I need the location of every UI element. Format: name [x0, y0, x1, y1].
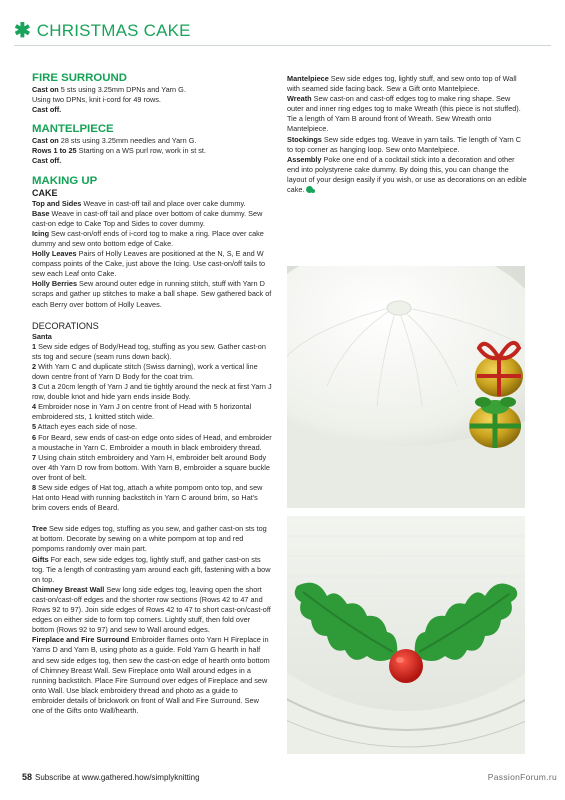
end-mark-dot-icon — [311, 189, 315, 193]
santa-subheading: Santa — [32, 331, 52, 341]
santa-step: 1 Sew side edges of Body/Head tog, stuffing as you sew. Gather cast-on sts tog and secure (seam runs down back). — [32, 341, 266, 361]
instruction-paragraph: Holly Leaves Pairs of Holly Leaves are positioned at the N, S, E and W compass points of the Cake, just above the Icing. Use cast-on/off tails to sew each Leaf onto Cake. — [32, 249, 266, 279]
cake-top-photo-illustration — [287, 266, 525, 508]
instruction-paragraph: Stockings Sew side edges tog. Weave in yarn tails. Tie length of Yarn C to top corner as hanging loop. Sew onto Mantelpiece. — [287, 134, 522, 154]
right-column — [287, 74, 527, 195]
left-column — [32, 72, 272, 716]
mantelpiece-heading: MANTELPIECE — [32, 123, 114, 136]
subscribe-link[interactable]: Subscribe at www.gathered.how/simplyknitting — [35, 773, 200, 782]
instruction-paragraph: Chimney Breast Wall Sew long side edges tog, leaving open the short cast-on/cast-off edges and the shorter row sections (Rows 42 to 47 and Rows 92 to 97). Join side edges of Rows 42 to 47 to short cast-on/cast-off edges on either side to form top corners. Lightly stuff, then fold over bottom (Rows 92 to 97) and sew to Wall around edges. — [32, 584, 271, 635]
instruction-paragraph: Icing Sew cast-on/off ends of i-cord tog to make a ring. Place over cake dummy and sew onto bottom edge of Cake. — [32, 228, 264, 248]
instruction-paragraph: Mantelpiece Sew side edges tog, lightly stuff, and sew onto top of Wall with seamed side facing back. Sew a Gift onto Mantelpiece. — [287, 74, 517, 94]
instruction-paragraph: Tree Sew side edges tog, stuffing as you sew, and gather cast-on sts tog at bottom. Decorate by sewing on a white pompom at top and red pompoms randomly over main part. — [32, 524, 267, 554]
fire-surround-heading: FIRE SURROUND — [32, 72, 127, 84]
page-footer — [22, 772, 200, 782]
santa-step: 2 With Yarn C and duplicate stitch (Swiss darning), work a vertical line down centre front of Yarn D Body for the coat trim. — [32, 361, 258, 381]
santa-step: 6 For Beard, sew ends of cast-on edge onto sides of Head, and embroider a moustache in Yarn C. Embroider a mouth in black embroidery thread. — [32, 432, 272, 452]
mantelpiece-line: Cast off. — [32, 156, 62, 166]
instruction-paragraph: Gifts For each, sew side edges tog, lightly stuff, and gather cast-on sts tog. Tie a length of contrasting yarn around each gift, fastening with a bow on top. — [32, 554, 271, 584]
header-divider — [14, 45, 551, 46]
instruction-paragraph: Wreath Sew cast-on and cast-off edges tog to make ring shape. Sew outer and inner ring edges tog to make Wreath (this piece is not stuffed). Tie a length of Yarn B around front of Wreath. Sew Wreath onto Mantelpiece. — [287, 94, 521, 134]
cake-top-photo — [287, 266, 525, 508]
fire-surround-line: Using two DPNs, knit i-cord for 49 rows. — [32, 95, 161, 105]
fire-surround-line: Cast off. — [32, 105, 62, 115]
santa-step: 5 Attach eyes each side of nose. — [32, 422, 138, 432]
decorations-heading: DECORATIONS — [32, 320, 99, 331]
santa-step: 4 Embroider nose in Yarn J on centre front of Head with 5 horizontal embroidered sts, 1 knitted stitch wide. — [32, 402, 252, 422]
mantelpiece-line: Cast on 28 sts using 3.25mm needles and Yarn G. — [32, 136, 197, 146]
holly-decoration-photo — [287, 516, 525, 754]
fire-surround-line: Cast on 5 sts using 3.25mm DPNs and Yarn G. — [32, 85, 186, 94]
santa-step: 8 Sew side edges of Hat tog, attach a white pompom onto top, and sew Hat onto Head with running backstitch in Yarn C around brim, so Hat's brim covers ends of Beard. — [32, 483, 263, 513]
section-header — [14, 18, 191, 44]
cake-subheading: CAKE — [32, 187, 58, 198]
instruction-paragraph: Holly Berries Sew around outer edge in running stitch, stuff with Yarn D scraps and gather up stitches to make a ball shape. Sew gathered back of each Berry over bottom of Holly Leaves. — [32, 279, 272, 309]
instruction-paragraph: Fireplace and Fire Surround Embroider flames onto Yarn H Fireplace in Yarns D and Yarn B, using photo as a guide. Fold Yarn G hearth in half and sew side edges tog, then sew the cast-on edge of hearth onto bottom of Chimney Breast Wall. Sew Fireplace onto Wall around edges in a running backstitch. Place Fire Surround over edges of Fireplace and sew onto Wall. Use black embroidery thread and photo as a guide to embroider details of brickwork on front of Wall and Fire Surround. Sew one of the Gifts onto Wall/hearth. — [32, 635, 270, 715]
instruction-paragraph: Assembly Poke one end of a cocktail stick into a decoration and other end into polystyrene cake dummy. By doing this, you can change the layout of your design easily if you wish, or use as decorations on an edible cake. — [287, 154, 527, 195]
page-number: 58 — [22, 772, 33, 782]
instruction-paragraph: Base Weave in cast-off tail and place over bottom of cake dummy. Sew cast-on edge to Cake Top and Sides to cover dummy. — [32, 208, 263, 228]
mantelpiece-line: Rows 1 to 25 Starting on a WS purl row, work in st st. — [32, 146, 206, 156]
star-icon: ✱ — [14, 20, 31, 42]
site-watermark: PassionForum.ru — [487, 772, 557, 782]
santa-step: 7 Using chain stitch embroidery and Yarn H, embroider belt around Body over 4th Yarn D row from bottom. With Yarn B, embroider a square buckle over front of belt. — [32, 452, 270, 482]
making-up-heading: MAKING UP — [32, 174, 98, 187]
santa-step: 3 Cut a 20cm length of Yarn J and tie tightly around the neck at first Yarn J row, double knot and hide yarn ends inside Body. — [32, 382, 272, 402]
instruction-paragraph: Top and Sides Weave in cast-off tail and place over cake dummy. — [32, 198, 246, 208]
holly-photo-illustration — [287, 516, 525, 754]
page-title: CHRISTMAS CAKE — [36, 21, 191, 40]
